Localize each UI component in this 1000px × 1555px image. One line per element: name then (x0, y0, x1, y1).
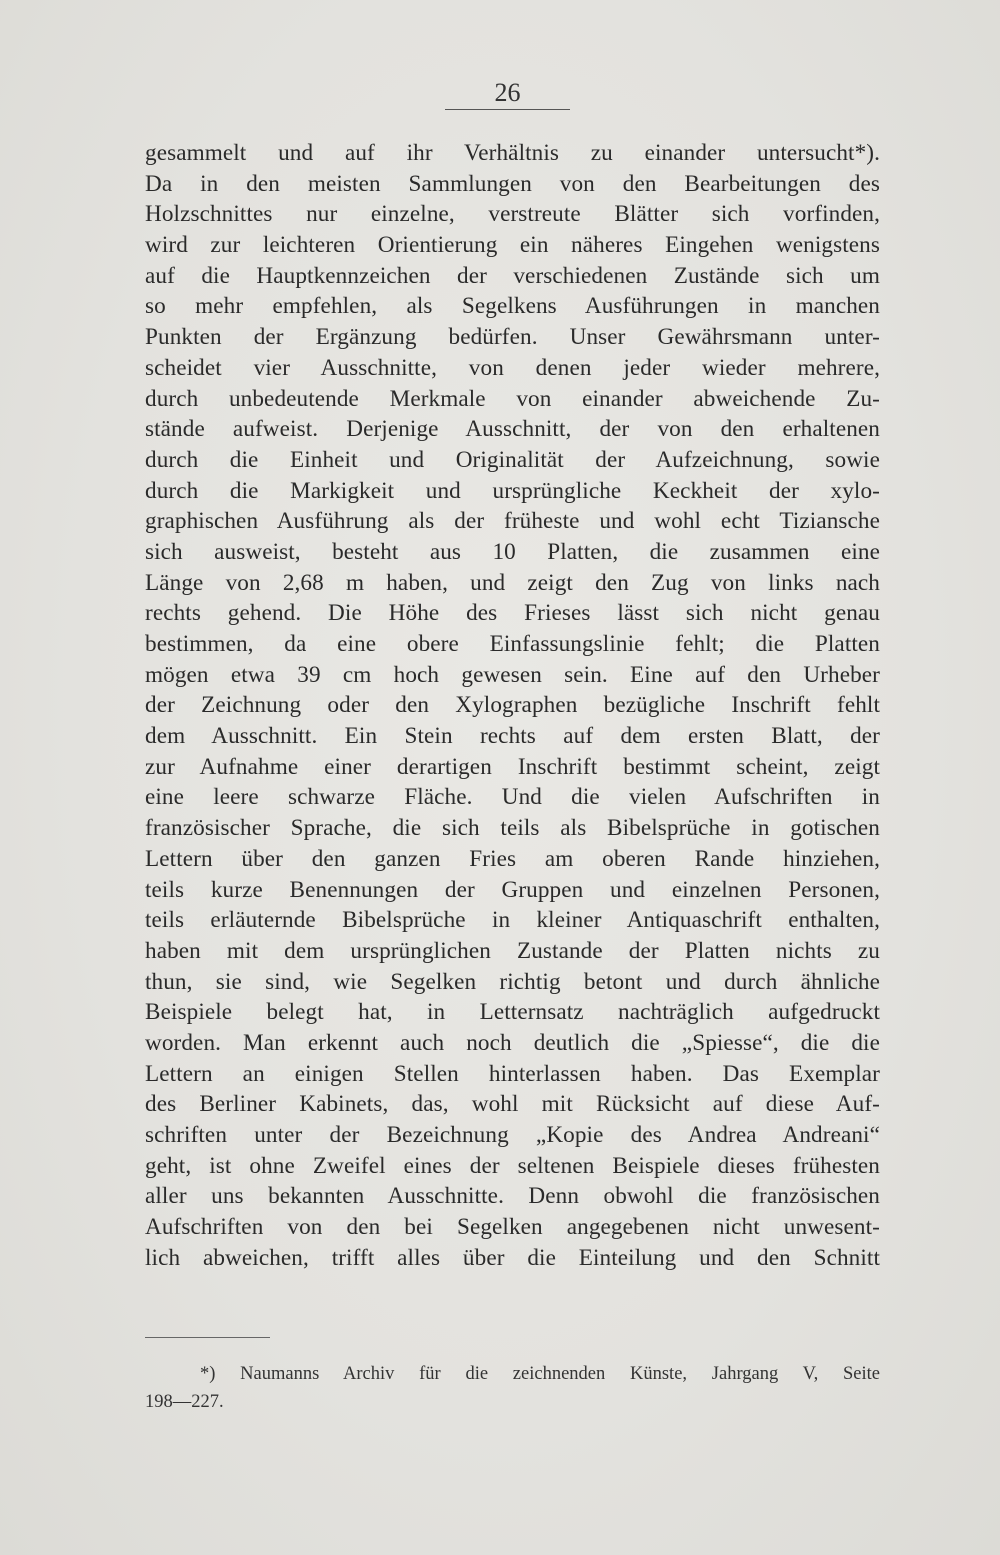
footnote-line: *) Naumanns Archiv für die zeichnenden Künste, Jahrgang V, Seite (200, 1364, 880, 1384)
text-line: durch unbedeutende Merkmale von einander abweichende Zu- (145, 385, 880, 412)
text-line: geht, ist ohne Zweifel eines der seltenen Beispiele dieses frühesten (145, 1152, 880, 1179)
text-line: thun, sie sind, wie Segelken richtig betont und durch ähnliche (145, 968, 880, 995)
header-rule (445, 109, 570, 110)
text-line: Holzschnittes nur einzelne, verstreute Blätter sich vorfinden, (145, 201, 880, 228)
text-line: eine leere schwarze Fläche. Und die vielen Aufschriften in (145, 784, 880, 811)
text-line: französischer Sprache, die sich teils als Bibelsprüche in gotischen (145, 815, 880, 842)
text-line: Lettern an einigen Stellen hinterlassen haben. Das Exemplar (145, 1060, 880, 1087)
text-line: lich abweichen, trifft alles über die Einteilung und den Schnitt (145, 1244, 880, 1271)
text-line: zur Aufnahme einer derartigen Inschrift bestimmt scheint, zeigt (145, 753, 880, 780)
text-line: aller uns bekannten Ausschnitte. Denn obwohl die französischen (145, 1183, 880, 1210)
text-line: durch die Markigkeit und ursprüngliche Keckheit der xylo- (145, 477, 880, 504)
text-line: graphischen Ausführung als der früheste und wohl echt Tiziansche (145, 508, 880, 535)
footnote-line: 198—227. (145, 1392, 224, 1412)
text-line: Da in den meisten Sammlungen von den Bearbeitungen des (145, 170, 880, 197)
footnote-rule (145, 1337, 270, 1338)
text-line: Punkten der Ergänzung bedürfen. Unser Gewährsmann unter- (145, 324, 880, 351)
body-text (145, 138, 880, 1273)
text-line: so mehr empfehlen, als Segelkens Ausführungen in manchen (145, 293, 880, 320)
text-line: wird zur leichteren Orientierung ein näheres Eingehen wenigstens (145, 232, 880, 259)
text-line: der Zeichnung oder den Xylographen bezügliche Inschrift fehlt (145, 692, 880, 719)
text-line: des Berliner Kabinets, das, wohl mit Rücksicht auf diese Auf- (145, 1091, 880, 1118)
text-line: Beispiele belegt hat, in Letternsatz nachträglich aufgedruckt (145, 999, 880, 1026)
footnote (145, 1360, 880, 1416)
text-line: haben mit dem ursprünglichen Zustande der Platten nichts zu (145, 937, 880, 964)
text-line: schriften unter der Bezeichnung „Kopie des Andrea Andreani“ (145, 1122, 880, 1148)
text-line: durch die Einheit und Originalität der Aufzeichnung, sowie (145, 446, 880, 473)
text-line: bestimmen, da eine obere Einfassungslinie fehlt; die Platten (145, 631, 880, 657)
text-line: mögen etwa 39 cm hoch gewesen sein. Eine auf den Urheber (145, 661, 880, 688)
page-number: 26 (494, 78, 521, 107)
text-line: Lettern über den ganzen Fries am oberen Rande hinziehen, (145, 845, 880, 872)
text-line: worden. Man erkennt auch noch deutlich die „Spiesse“, die die (145, 1029, 880, 1056)
text-line: Länge von 2,68 m haben, und zeigt den Zug von links nach (145, 569, 880, 596)
text-line: rechts gehend. Die Höhe des Frieses lässt sich nicht genau (145, 600, 880, 627)
text-line: sich ausweist, besteht aus 10 Platten, die zusammen eine (145, 538, 880, 565)
text-line: teils erläuternde Bibelsprüche in kleiner Antiquaschrift enthalten, (145, 907, 880, 934)
text-line: Aufschriften von den bei Segelken angegebenen nicht unwesent- (145, 1214, 880, 1241)
text-line: stände aufweist. Derjenige Ausschnitt, der von den erhaltenen (145, 416, 880, 443)
text-line: teils kurze Benennungen der Gruppen und einzelnen Personen, (145, 876, 880, 903)
text-line: gesammelt und auf ihr Verhältnis zu einander untersucht*). (145, 140, 880, 166)
text-line: scheidet vier Ausschnitte, von denen jeder wieder mehrere, (145, 354, 880, 381)
text-line: dem Ausschnitt. Ein Stein rechts auf dem ersten Blatt, der (145, 723, 880, 750)
text-line: auf die Hauptkennzeichen der verschiedenen Zustände sich um (145, 262, 880, 289)
